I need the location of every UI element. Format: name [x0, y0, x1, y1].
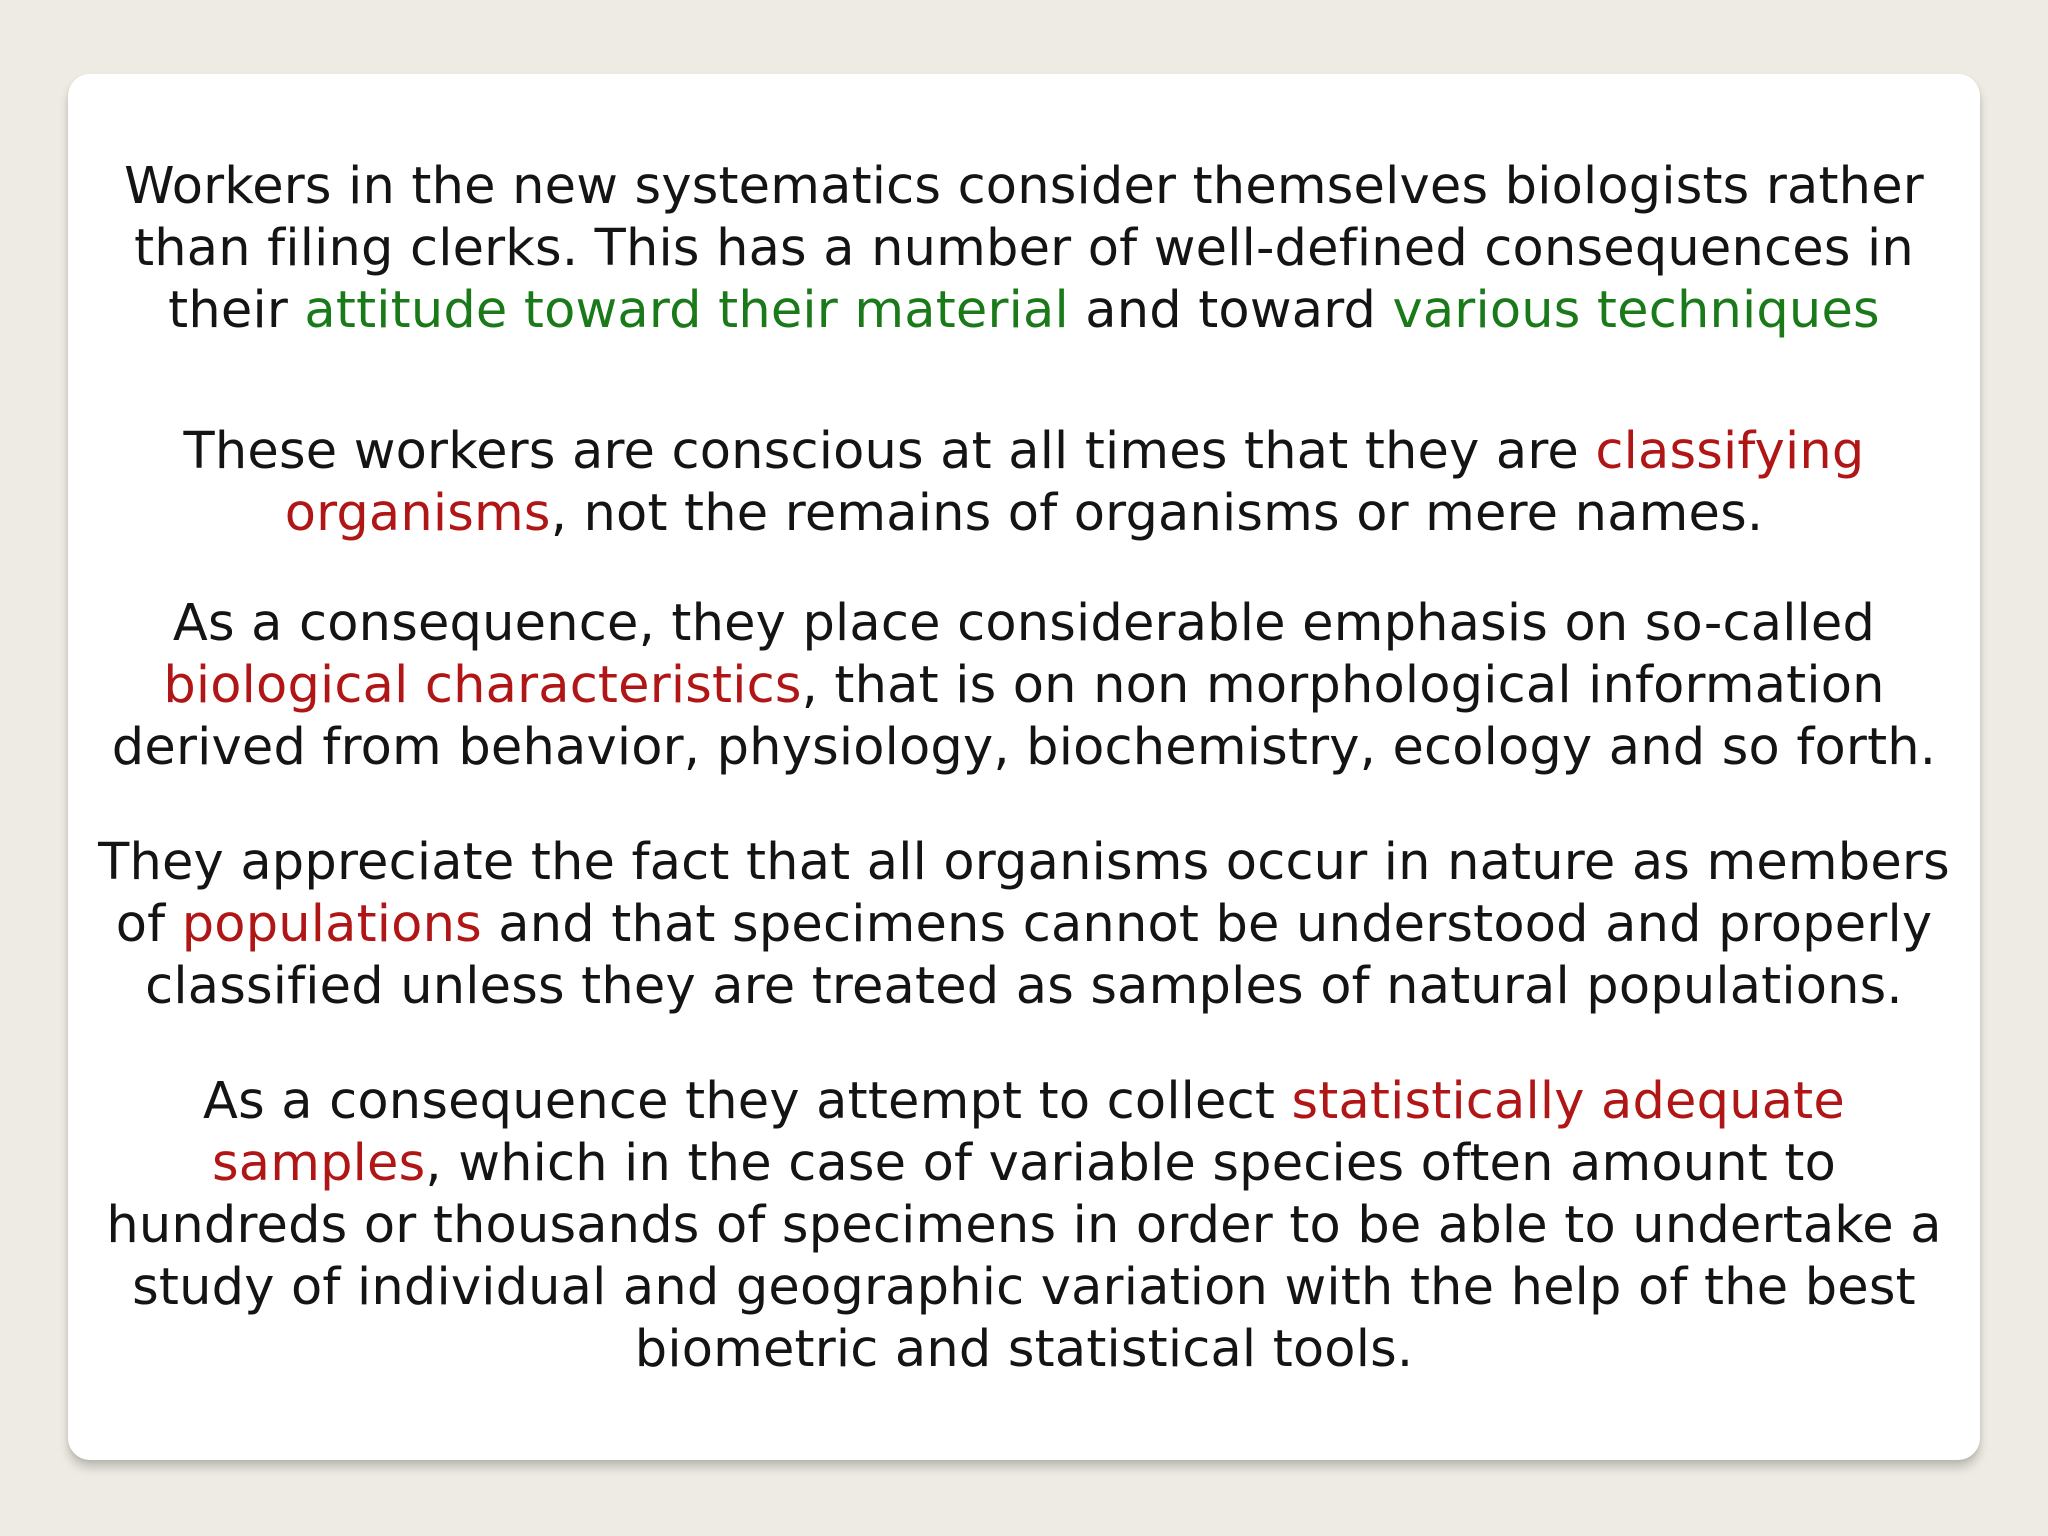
paragraph-new-systematics: [68, 156, 1980, 342]
text-segment: These workers are conscious at all times that they are: [183, 422, 1596, 481]
text-segment: As a consequence, they place considerable emphasis on so-called: [172, 594, 1876, 653]
paragraph-line: [68, 280, 1980, 342]
text-segment: , that is on non morphological information: [801, 656, 1885, 715]
highlight-green-text: various techniques: [1392, 281, 1880, 340]
text-segment: classified unless they are treated as samples of natural populations.: [145, 957, 1903, 1016]
paragraph-line: [68, 1195, 1980, 1257]
paragraph-line: [68, 655, 1980, 717]
paragraph-classifying-organisms: [68, 421, 1980, 545]
text-segment: derived from behavior, physiology, biochemistry, ecology and so forth.: [111, 718, 1937, 777]
highlight-red-text: classifying: [1595, 422, 1865, 481]
paragraph-line: [68, 1071, 1980, 1133]
paragraph-biological-characteristics: [68, 593, 1980, 779]
text-segment: their: [168, 281, 305, 340]
paragraph-line: [68, 894, 1980, 956]
highlight-red-text: organisms: [284, 484, 551, 543]
paragraph-populations: [68, 832, 1980, 1018]
text-segment: Workers in the new systematics consider themselves biologists rather: [124, 157, 1924, 216]
text-segment: than filing clerks. This has a number of well-defined consequences in: [134, 219, 1914, 278]
highlight-red-text: statistically adequate: [1291, 1072, 1845, 1131]
text-segment: As a consequence they attempt to collect: [203, 1072, 1292, 1131]
paragraph-line: [68, 421, 1980, 483]
highlight-red-text: biological characteristics: [163, 656, 802, 715]
paragraph-line: [68, 956, 1980, 1018]
highlight-red-text: populations: [181, 895, 482, 954]
paragraph-line: [68, 218, 1980, 280]
text-segment: , which in the case of variable species often amount to: [425, 1134, 1837, 1193]
text-segment: and that specimens cannot be understood and properly: [481, 895, 1933, 954]
paragraph-line: [68, 483, 1980, 545]
highlight-red-text: samples: [211, 1134, 426, 1193]
slide-card: [68, 74, 1980, 1460]
text-segment: study of individual and geographic variation with the help of the best: [132, 1258, 1916, 1317]
paragraph-line: [68, 593, 1980, 655]
text-segment: They appreciate the fact that all organisms occur in nature as members: [98, 833, 1950, 892]
paragraph-line: [68, 1319, 1980, 1381]
paragraph-line: [68, 156, 1980, 218]
text-segment: biometric and statistical tools.: [634, 1320, 1414, 1379]
paragraph-statistical-samples: [68, 1071, 1980, 1381]
text-segment: hundreds or thousands of specimens in order to be able to undertake a: [106, 1196, 1942, 1255]
paragraph-line: [68, 1133, 1980, 1195]
paragraph-line: [68, 832, 1980, 894]
text-segment: and toward: [1068, 281, 1393, 340]
paragraph-line: [68, 1257, 1980, 1319]
text-segment: of: [115, 895, 182, 954]
highlight-green-text: attitude toward their material: [304, 281, 1069, 340]
paragraph-line: [68, 717, 1980, 779]
text-segment: , not the remains of organisms or mere names.: [550, 484, 1764, 543]
